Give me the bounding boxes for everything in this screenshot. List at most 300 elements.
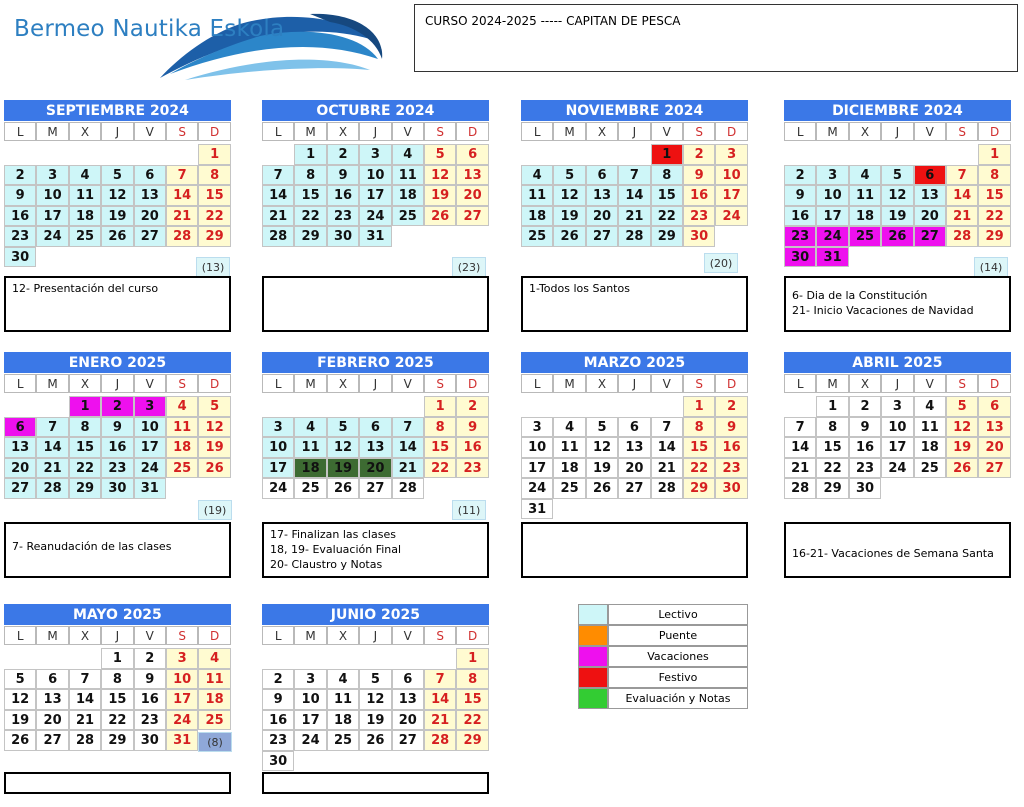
day-cell: 31: [134, 478, 166, 499]
day-cell: 17: [262, 458, 294, 479]
day-cell: 29: [816, 478, 848, 499]
logo-text: Bermeo Nautika Eskola: [14, 16, 285, 42]
day-cell: 10: [521, 437, 553, 458]
day-cell: 27: [134, 226, 166, 247]
weekday-header: X: [849, 374, 881, 393]
day-cell: 20: [456, 185, 488, 206]
note-line: 6- Dia de la Constitución: [792, 289, 928, 302]
day-cell: 22: [978, 206, 1010, 227]
day-cell: 14: [618, 185, 650, 206]
day-cell: 12: [946, 417, 978, 438]
day-cell: 7: [392, 417, 424, 438]
day-cell: 23: [134, 710, 166, 731]
weekday-header: D: [456, 374, 488, 393]
day-cell: 9: [134, 669, 166, 690]
day-cell: 19: [198, 437, 230, 458]
day-cell: 9: [101, 417, 133, 438]
day-cell: 27: [4, 478, 36, 499]
month-title: NOVIEMBRE 2024: [521, 100, 748, 121]
legend-item: [578, 667, 748, 688]
day-cell: 29: [69, 478, 101, 499]
notes-box: [521, 276, 748, 332]
day-cell: 13: [392, 689, 424, 710]
day-cell: 10: [816, 185, 848, 206]
notes-box: [4, 522, 231, 578]
day-cell: 8: [198, 165, 230, 186]
day-cell: 21: [946, 206, 978, 227]
legend-label: Puente: [608, 625, 748, 646]
note-line: 17- Finalizan las clases: [270, 528, 396, 541]
day-cell: 23: [715, 458, 747, 479]
day-cell: 16: [683, 185, 715, 206]
day-cell: 20: [914, 206, 946, 227]
day-cell: 13: [586, 185, 618, 206]
weekday-header: J: [881, 122, 913, 141]
day-cell: 9: [683, 165, 715, 186]
day-cell: 30: [784, 247, 816, 268]
day-cell: 1: [101, 648, 133, 669]
day-cell: 28: [946, 226, 978, 247]
day-cell: 27: [978, 458, 1010, 479]
day-cell: 3: [881, 396, 913, 417]
day-cell: 20: [36, 710, 68, 731]
day-cell: 14: [651, 437, 683, 458]
day-cell: 18: [166, 437, 198, 458]
weekday-header: J: [618, 122, 650, 141]
day-cell: 8: [978, 165, 1010, 186]
day-cell: 2: [134, 648, 166, 669]
day-cell: 25: [553, 478, 585, 499]
day-cell: 2: [683, 144, 715, 165]
weekday-header: M: [36, 626, 68, 645]
day-cell: 10: [166, 669, 198, 690]
day-cell: 29: [456, 730, 488, 751]
day-cell: 5: [553, 165, 585, 186]
weekday-header: X: [327, 374, 359, 393]
note-line: 16-21- Vacaciones de Semana Santa: [792, 547, 994, 560]
day-cell: 12: [359, 689, 391, 710]
day-cell: 13: [978, 417, 1010, 438]
weekday-header: M: [294, 374, 326, 393]
day-cell: 16: [327, 185, 359, 206]
legend-label: Festivo: [608, 667, 748, 688]
day-cell: 18: [553, 458, 585, 479]
weekday-header: V: [134, 122, 166, 141]
day-cell: 9: [784, 185, 816, 206]
weekday-header: V: [914, 374, 946, 393]
day-cell: 2: [784, 165, 816, 186]
day-cell: 16: [849, 437, 881, 458]
day-cell: 21: [69, 710, 101, 731]
day-cell: 25: [327, 730, 359, 751]
day-cell: 7: [36, 417, 68, 438]
day-cell: 27: [392, 730, 424, 751]
day-cell: 6: [36, 669, 68, 690]
day-cell: 12: [198, 417, 230, 438]
weekday-header: L: [262, 626, 294, 645]
day-cell: 26: [424, 206, 456, 227]
day-cell: 31: [521, 499, 553, 520]
day-cell: 8: [101, 669, 133, 690]
weekday-header: M: [294, 626, 326, 645]
day-cell: 4: [849, 165, 881, 186]
day-cell: 4: [521, 165, 553, 186]
day-cell: 18: [69, 206, 101, 227]
day-cell: 1: [294, 144, 326, 165]
day-cell: 28: [392, 478, 424, 499]
day-cell: 7: [69, 669, 101, 690]
day-cell: 3: [134, 396, 166, 417]
note-line: 21- Inicio Vacaciones de Navidad: [792, 304, 974, 317]
day-cell: 3: [262, 417, 294, 438]
day-cell: 14: [784, 437, 816, 458]
day-cell: 19: [4, 710, 36, 731]
month-title: MARZO 2025: [521, 352, 748, 373]
day-cell: 20: [4, 458, 36, 479]
day-cell: 22: [69, 458, 101, 479]
weekday-header: J: [101, 374, 133, 393]
day-cell: 5: [946, 396, 978, 417]
day-cell: 12: [881, 185, 913, 206]
day-cell: 17: [881, 437, 913, 458]
day-cell: 6: [134, 165, 166, 186]
day-cell: 21: [651, 458, 683, 479]
weekday-header: S: [166, 374, 198, 393]
day-cell: 1: [683, 396, 715, 417]
weekday-header: M: [36, 122, 68, 141]
day-cell: 11: [69, 185, 101, 206]
day-cell: 10: [294, 689, 326, 710]
day-cell: 25: [914, 458, 946, 479]
day-cell: 5: [4, 669, 36, 690]
day-cell: 8: [816, 417, 848, 438]
legend-swatch: [578, 604, 608, 625]
day-cell: 19: [553, 206, 585, 227]
weekday-header: S: [424, 122, 456, 141]
legend-swatch: [578, 667, 608, 688]
day-cell: 12: [586, 437, 618, 458]
weekday-header: M: [816, 374, 848, 393]
day-cell: 29: [651, 226, 683, 247]
weekday-header: D: [198, 374, 230, 393]
day-cell: 27: [359, 478, 391, 499]
day-cell: 22: [294, 206, 326, 227]
day-cell: 18: [198, 689, 230, 710]
day-cell: 31: [359, 226, 391, 247]
day-cell: 20: [134, 206, 166, 227]
weekday-header: D: [978, 374, 1010, 393]
day-cell: 24: [294, 730, 326, 751]
month-title: ENERO 2025: [4, 352, 231, 373]
day-cell: 28: [262, 226, 294, 247]
weekday-header: S: [683, 374, 715, 393]
day-cell: 29: [101, 730, 133, 751]
weekday-header: V: [392, 122, 424, 141]
day-cell: 9: [4, 185, 36, 206]
day-cell: 19: [881, 206, 913, 227]
day-cell: 21: [392, 458, 424, 479]
day-cell: 18: [327, 710, 359, 731]
lective-day-count: (11): [452, 500, 486, 520]
month-title: JUNIO 2025: [262, 604, 489, 625]
day-cell: 26: [101, 226, 133, 247]
day-cell: 11: [849, 185, 881, 206]
day-cell: 3: [36, 165, 68, 186]
day-cell: 15: [816, 437, 848, 458]
day-cell: 30: [327, 226, 359, 247]
weekday-header: X: [327, 122, 359, 141]
day-cell: 24: [715, 206, 747, 227]
day-cell: 26: [327, 478, 359, 499]
day-cell: 27: [586, 226, 618, 247]
weekday-header: L: [784, 122, 816, 141]
weekday-header: D: [715, 374, 747, 393]
day-cell: 9: [456, 417, 488, 438]
lective-day-count: (8): [198, 732, 232, 752]
weekday-header: X: [327, 626, 359, 645]
day-cell: 10: [134, 417, 166, 438]
day-cell: 23: [101, 458, 133, 479]
weekday-header: L: [262, 122, 294, 141]
day-cell: 8: [456, 669, 488, 690]
day-cell: 16: [784, 206, 816, 227]
day-cell: 1: [651, 144, 683, 165]
weekday-header: S: [424, 626, 456, 645]
day-cell: 4: [198, 648, 230, 669]
notes-box: [784, 522, 1011, 578]
day-cell: 15: [456, 689, 488, 710]
day-cell: 15: [424, 437, 456, 458]
day-cell: 21: [166, 206, 198, 227]
day-cell: 16: [134, 689, 166, 710]
weekday-header: S: [683, 122, 715, 141]
day-cell: 24: [521, 478, 553, 499]
day-cell: 11: [392, 165, 424, 186]
day-cell: 6: [618, 417, 650, 438]
day-cell: 26: [946, 458, 978, 479]
legend-swatch: [578, 625, 608, 646]
day-cell: 8: [683, 417, 715, 438]
day-cell: 15: [683, 437, 715, 458]
day-cell: 2: [327, 144, 359, 165]
weekday-header: M: [553, 374, 585, 393]
weekday-header: D: [715, 122, 747, 141]
day-cell: 24: [166, 710, 198, 731]
day-cell: 15: [651, 185, 683, 206]
month-title: FEBRERO 2025: [262, 352, 489, 373]
day-cell: 26: [198, 458, 230, 479]
day-cell: 31: [166, 730, 198, 751]
weekday-header: L: [4, 122, 36, 141]
day-cell: 30: [849, 478, 881, 499]
lective-day-count: (13): [196, 257, 230, 277]
legend-swatch: [578, 646, 608, 667]
day-cell: 24: [359, 206, 391, 227]
day-cell: 3: [521, 417, 553, 438]
course-title: CURSO 2024-2025 ----- CAPITAN DE PESCA: [414, 4, 1018, 72]
day-cell: 30: [715, 478, 747, 499]
day-cell: 17: [816, 206, 848, 227]
weekday-header: S: [946, 122, 978, 141]
weekday-header: X: [69, 122, 101, 141]
day-cell: 14: [392, 437, 424, 458]
day-cell: 14: [69, 689, 101, 710]
weekday-header: D: [456, 122, 488, 141]
day-cell: 20: [392, 710, 424, 731]
day-cell: 6: [359, 417, 391, 438]
day-cell: 23: [849, 458, 881, 479]
day-cell: 11: [914, 417, 946, 438]
day-cell: 29: [198, 226, 230, 247]
day-cell: 5: [359, 669, 391, 690]
day-cell: 24: [262, 478, 294, 499]
day-cell: 16: [101, 437, 133, 458]
day-cell: 19: [424, 185, 456, 206]
day-cell: 7: [784, 417, 816, 438]
weekday-header: M: [553, 122, 585, 141]
day-cell: 16: [456, 437, 488, 458]
day-cell: 8: [424, 417, 456, 438]
day-cell: 12: [101, 185, 133, 206]
weekday-header: L: [4, 374, 36, 393]
day-cell: 13: [4, 437, 36, 458]
day-cell: 15: [198, 185, 230, 206]
day-cell: 7: [262, 165, 294, 186]
day-cell: 28: [69, 730, 101, 751]
day-cell: 25: [166, 458, 198, 479]
day-cell: 24: [816, 226, 848, 247]
day-cell: 28: [651, 478, 683, 499]
month-title: ABRIL 2025: [784, 352, 1011, 373]
day-cell: 5: [424, 144, 456, 165]
day-cell: 24: [881, 458, 913, 479]
day-cell: 28: [36, 478, 68, 499]
day-cell: 31: [816, 247, 848, 268]
day-cell: 8: [69, 417, 101, 438]
day-cell: 2: [4, 165, 36, 186]
day-cell: 1: [198, 144, 230, 165]
month-title: OCTUBRE 2024: [262, 100, 489, 121]
weekday-header: J: [618, 374, 650, 393]
legend-label: Evaluación y Notas: [608, 688, 748, 709]
day-cell: 27: [36, 730, 68, 751]
day-cell: 22: [651, 206, 683, 227]
day-cell: 22: [683, 458, 715, 479]
day-cell: 2: [101, 396, 133, 417]
day-cell: 14: [36, 437, 68, 458]
weekday-header: D: [456, 626, 488, 645]
day-cell: 25: [392, 206, 424, 227]
day-cell: 23: [327, 206, 359, 227]
day-cell: 14: [424, 689, 456, 710]
lective-day-count: (14): [974, 257, 1008, 277]
day-cell: 18: [521, 206, 553, 227]
notes-box: [4, 772, 231, 794]
day-cell: 4: [69, 165, 101, 186]
day-cell: 7: [651, 417, 683, 438]
day-cell: 13: [359, 437, 391, 458]
notes-box: [262, 772, 489, 794]
weekday-header: J: [359, 122, 391, 141]
weekday-header: L: [262, 374, 294, 393]
day-cell: 14: [166, 185, 198, 206]
day-cell: 25: [294, 478, 326, 499]
weekday-header: M: [294, 122, 326, 141]
day-cell: 21: [424, 710, 456, 731]
day-cell: 12: [4, 689, 36, 710]
day-cell: 6: [914, 165, 946, 186]
weekday-header: L: [521, 374, 553, 393]
day-cell: 30: [134, 730, 166, 751]
day-cell: 11: [198, 669, 230, 690]
lective-day-count: (20): [704, 253, 738, 273]
legend-item: [578, 604, 748, 625]
day-cell: 5: [327, 417, 359, 438]
legend: [578, 604, 748, 709]
day-cell: 2: [456, 396, 488, 417]
note-line: 12- Presentación del curso: [12, 282, 159, 295]
weekday-header: V: [914, 122, 946, 141]
weekday-header: V: [651, 122, 683, 141]
day-cell: 16: [262, 710, 294, 731]
weekday-header: X: [69, 626, 101, 645]
day-cell: 23: [4, 226, 36, 247]
note-line: 1-Todos los Santos: [529, 282, 630, 295]
note-line: 7- Reanudación de las clases: [12, 540, 172, 553]
day-cell: 18: [849, 206, 881, 227]
day-cell: 3: [294, 669, 326, 690]
weekday-header: M: [816, 122, 848, 141]
weekday-header: J: [101, 122, 133, 141]
day-cell: 11: [294, 437, 326, 458]
legend-item: [578, 625, 748, 646]
day-cell: 30: [262, 751, 294, 772]
day-cell: 12: [553, 185, 585, 206]
day-cell: 5: [198, 396, 230, 417]
weekday-header: S: [946, 374, 978, 393]
day-cell: 25: [198, 710, 230, 731]
note-line: 20- Claustro y Notas: [270, 558, 383, 571]
day-cell: 22: [424, 458, 456, 479]
day-cell: 9: [849, 417, 881, 438]
day-cell: 1: [69, 396, 101, 417]
day-cell: 28: [784, 478, 816, 499]
day-cell: 2: [262, 669, 294, 690]
day-cell: 24: [134, 458, 166, 479]
day-cell: 3: [715, 144, 747, 165]
day-cell: 13: [914, 185, 946, 206]
weekday-header: J: [359, 626, 391, 645]
day-cell: 30: [4, 247, 36, 268]
day-cell: 10: [881, 417, 913, 438]
day-cell: 15: [294, 185, 326, 206]
weekday-header: X: [586, 122, 618, 141]
day-cell: 23: [784, 226, 816, 247]
day-cell: 9: [715, 417, 747, 438]
day-cell: 6: [586, 165, 618, 186]
day-cell: 6: [456, 144, 488, 165]
day-cell: 17: [36, 206, 68, 227]
weekday-header: J: [101, 626, 133, 645]
day-cell: 13: [618, 437, 650, 458]
weekday-header: X: [849, 122, 881, 141]
day-cell: 10: [359, 165, 391, 186]
day-cell: 27: [914, 226, 946, 247]
day-cell: 17: [521, 458, 553, 479]
month-title: DICIEMBRE 2024: [784, 100, 1011, 121]
day-cell: 20: [359, 458, 391, 479]
day-cell: 4: [294, 417, 326, 438]
